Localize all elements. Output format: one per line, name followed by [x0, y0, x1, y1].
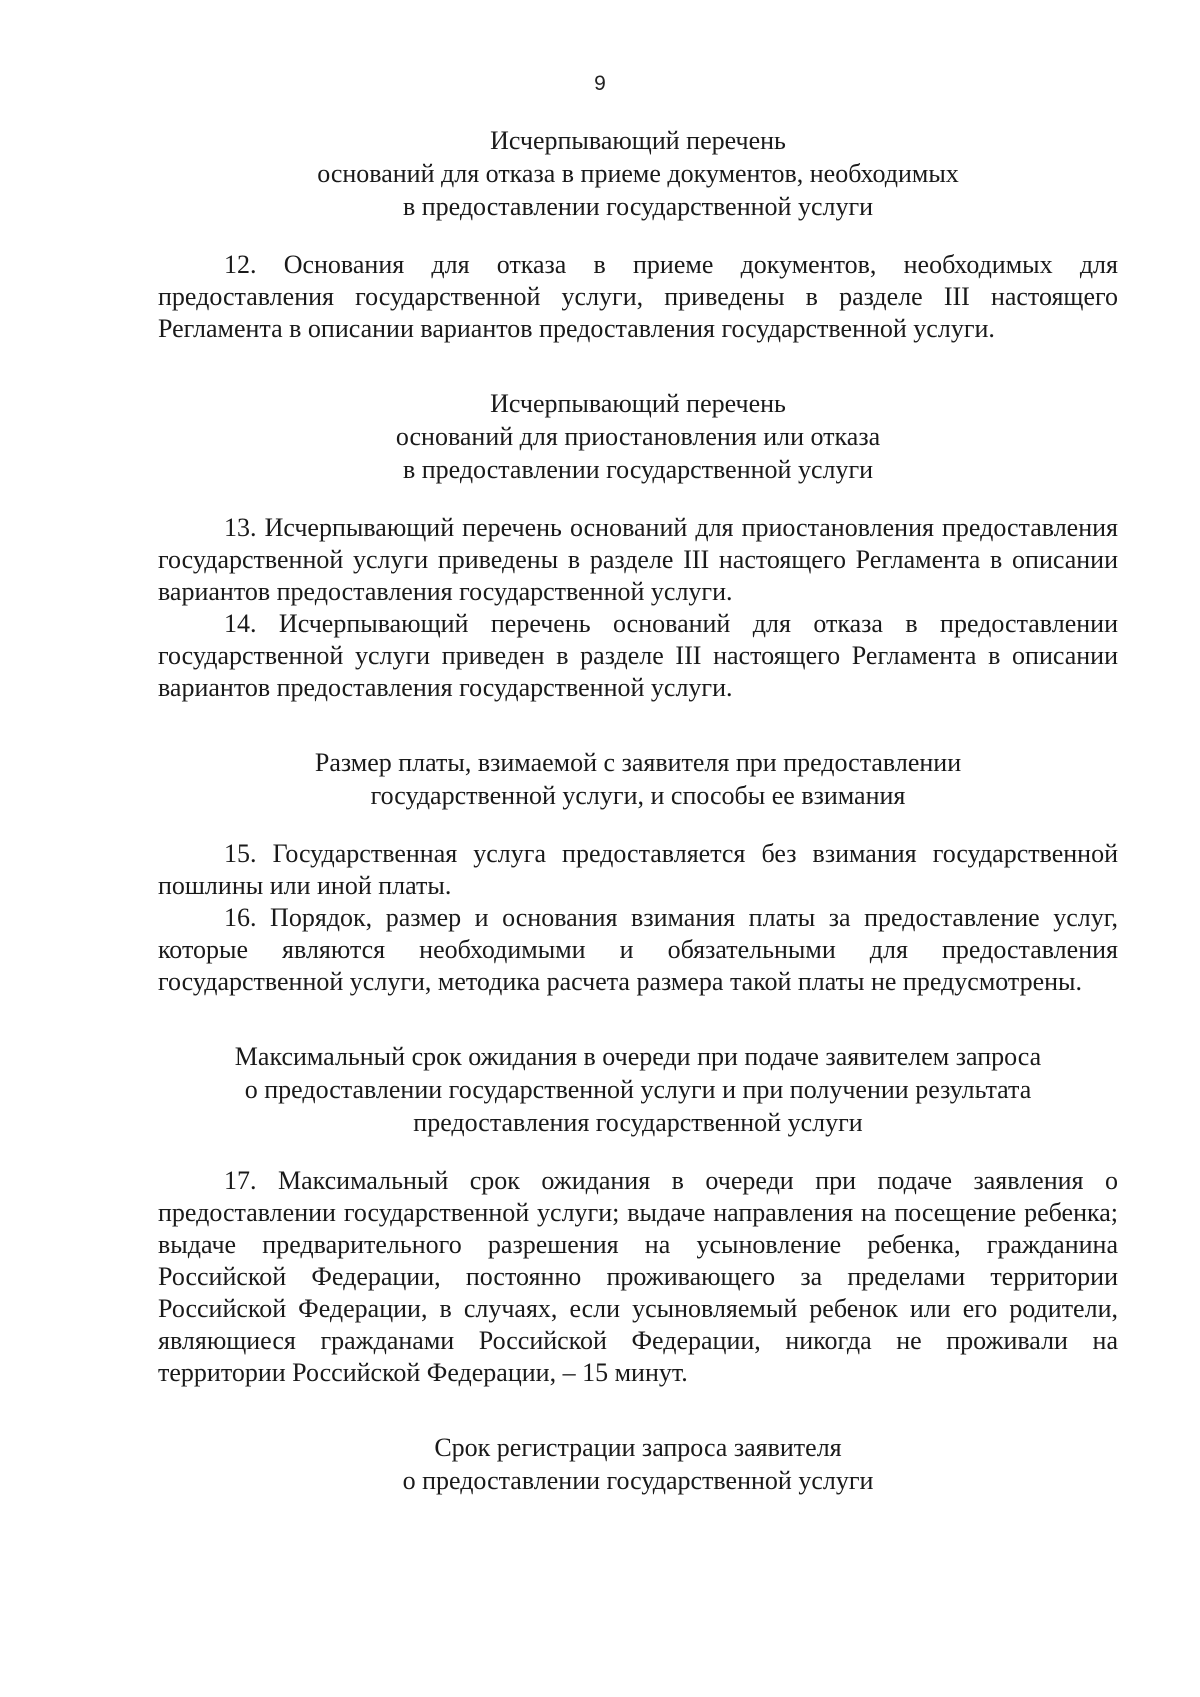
document-body — [158, 124, 1118, 1497]
paragraph-14: 14. Исчерпывающий перечень оснований для отказа в предоставлении государственной услуги приведен в разделе III настоящего Регламента в описании вариантов предоставления государственной услуги. — [158, 609, 1118, 702]
paragraph-12: 12. Основания для отказа в приеме документов, необходимых для предоставления государственной услуги, приведены в разделе III настоящего Регламента в описании вариантов предоставления государственной услуги. — [158, 250, 1118, 343]
heading-line: государственной услуги, и способы ее взимания — [370, 781, 906, 810]
heading-line: Исчерпывающий перечень — [490, 389, 786, 418]
heading-line: в предоставлении государственной услуги — [402, 455, 874, 484]
section-heading — [158, 387, 1118, 486]
paragraph-17: 17. Максимальный срок ожидания в очереди при подаче заявления о предоставлении государственной услуги; выдаче направления на посещение ребенка; выдаче предварительного разрешения на усыновление ребенка, гражданина Российской Федерации, постоянно проживающего за пределами территории Российской Федерации, в случаях, если усыновляемый ребенок или его родители, являющиеся гражданами Российской Федерации, никогда не проживали на территории Российской Федерации, – 15 минут. — [158, 1166, 1118, 1387]
section-heading — [158, 746, 1118, 812]
heading-line: Исчерпывающий перечень — [490, 126, 786, 155]
section-heading — [158, 1431, 1118, 1497]
heading-line: Срок регистрации запроса заявителя — [434, 1433, 842, 1462]
paragraph-15: 15. Государственная услуга предоставляется без взимания государственной пошлины или иной платы. — [158, 839, 1118, 900]
heading-line: Максимальный срок ожидания в очереди при подаче заявителем запроса — [234, 1042, 1042, 1071]
page-number: 9 — [594, 72, 606, 95]
paragraph-16: 16. Порядок, размер и основания взимания платы за предоставление услуг, которые являются необходимыми и обязательными для предоставления государственной услуги, методика расчета размера такой платы не предусмотрены. — [158, 903, 1118, 996]
heading-line: оснований для приостановления или отказа — [395, 422, 881, 451]
heading-line: о предоставлении государственной услуги — [402, 1466, 874, 1495]
section-heading — [158, 124, 1118, 223]
heading-line: о предоставлении государственной услуги и при получении результата — [244, 1075, 1032, 1104]
paragraph-13: 13. Исчерпывающий перечень оснований для приостановления предоставления государственной услуги приведены в разделе III настоящего Регламента в описании вариантов предоставления государственной услуги. — [158, 513, 1118, 606]
heading-line: в предоставлении государственной услуги — [402, 192, 874, 221]
heading-line: Размер платы, взимаемой с заявителя при предоставлении — [314, 748, 962, 777]
section-heading — [158, 1040, 1118, 1139]
heading-line: оснований для отказа в приеме документов, необходимых — [317, 159, 959, 188]
heading-line: предоставления государственной услуги — [413, 1108, 863, 1137]
